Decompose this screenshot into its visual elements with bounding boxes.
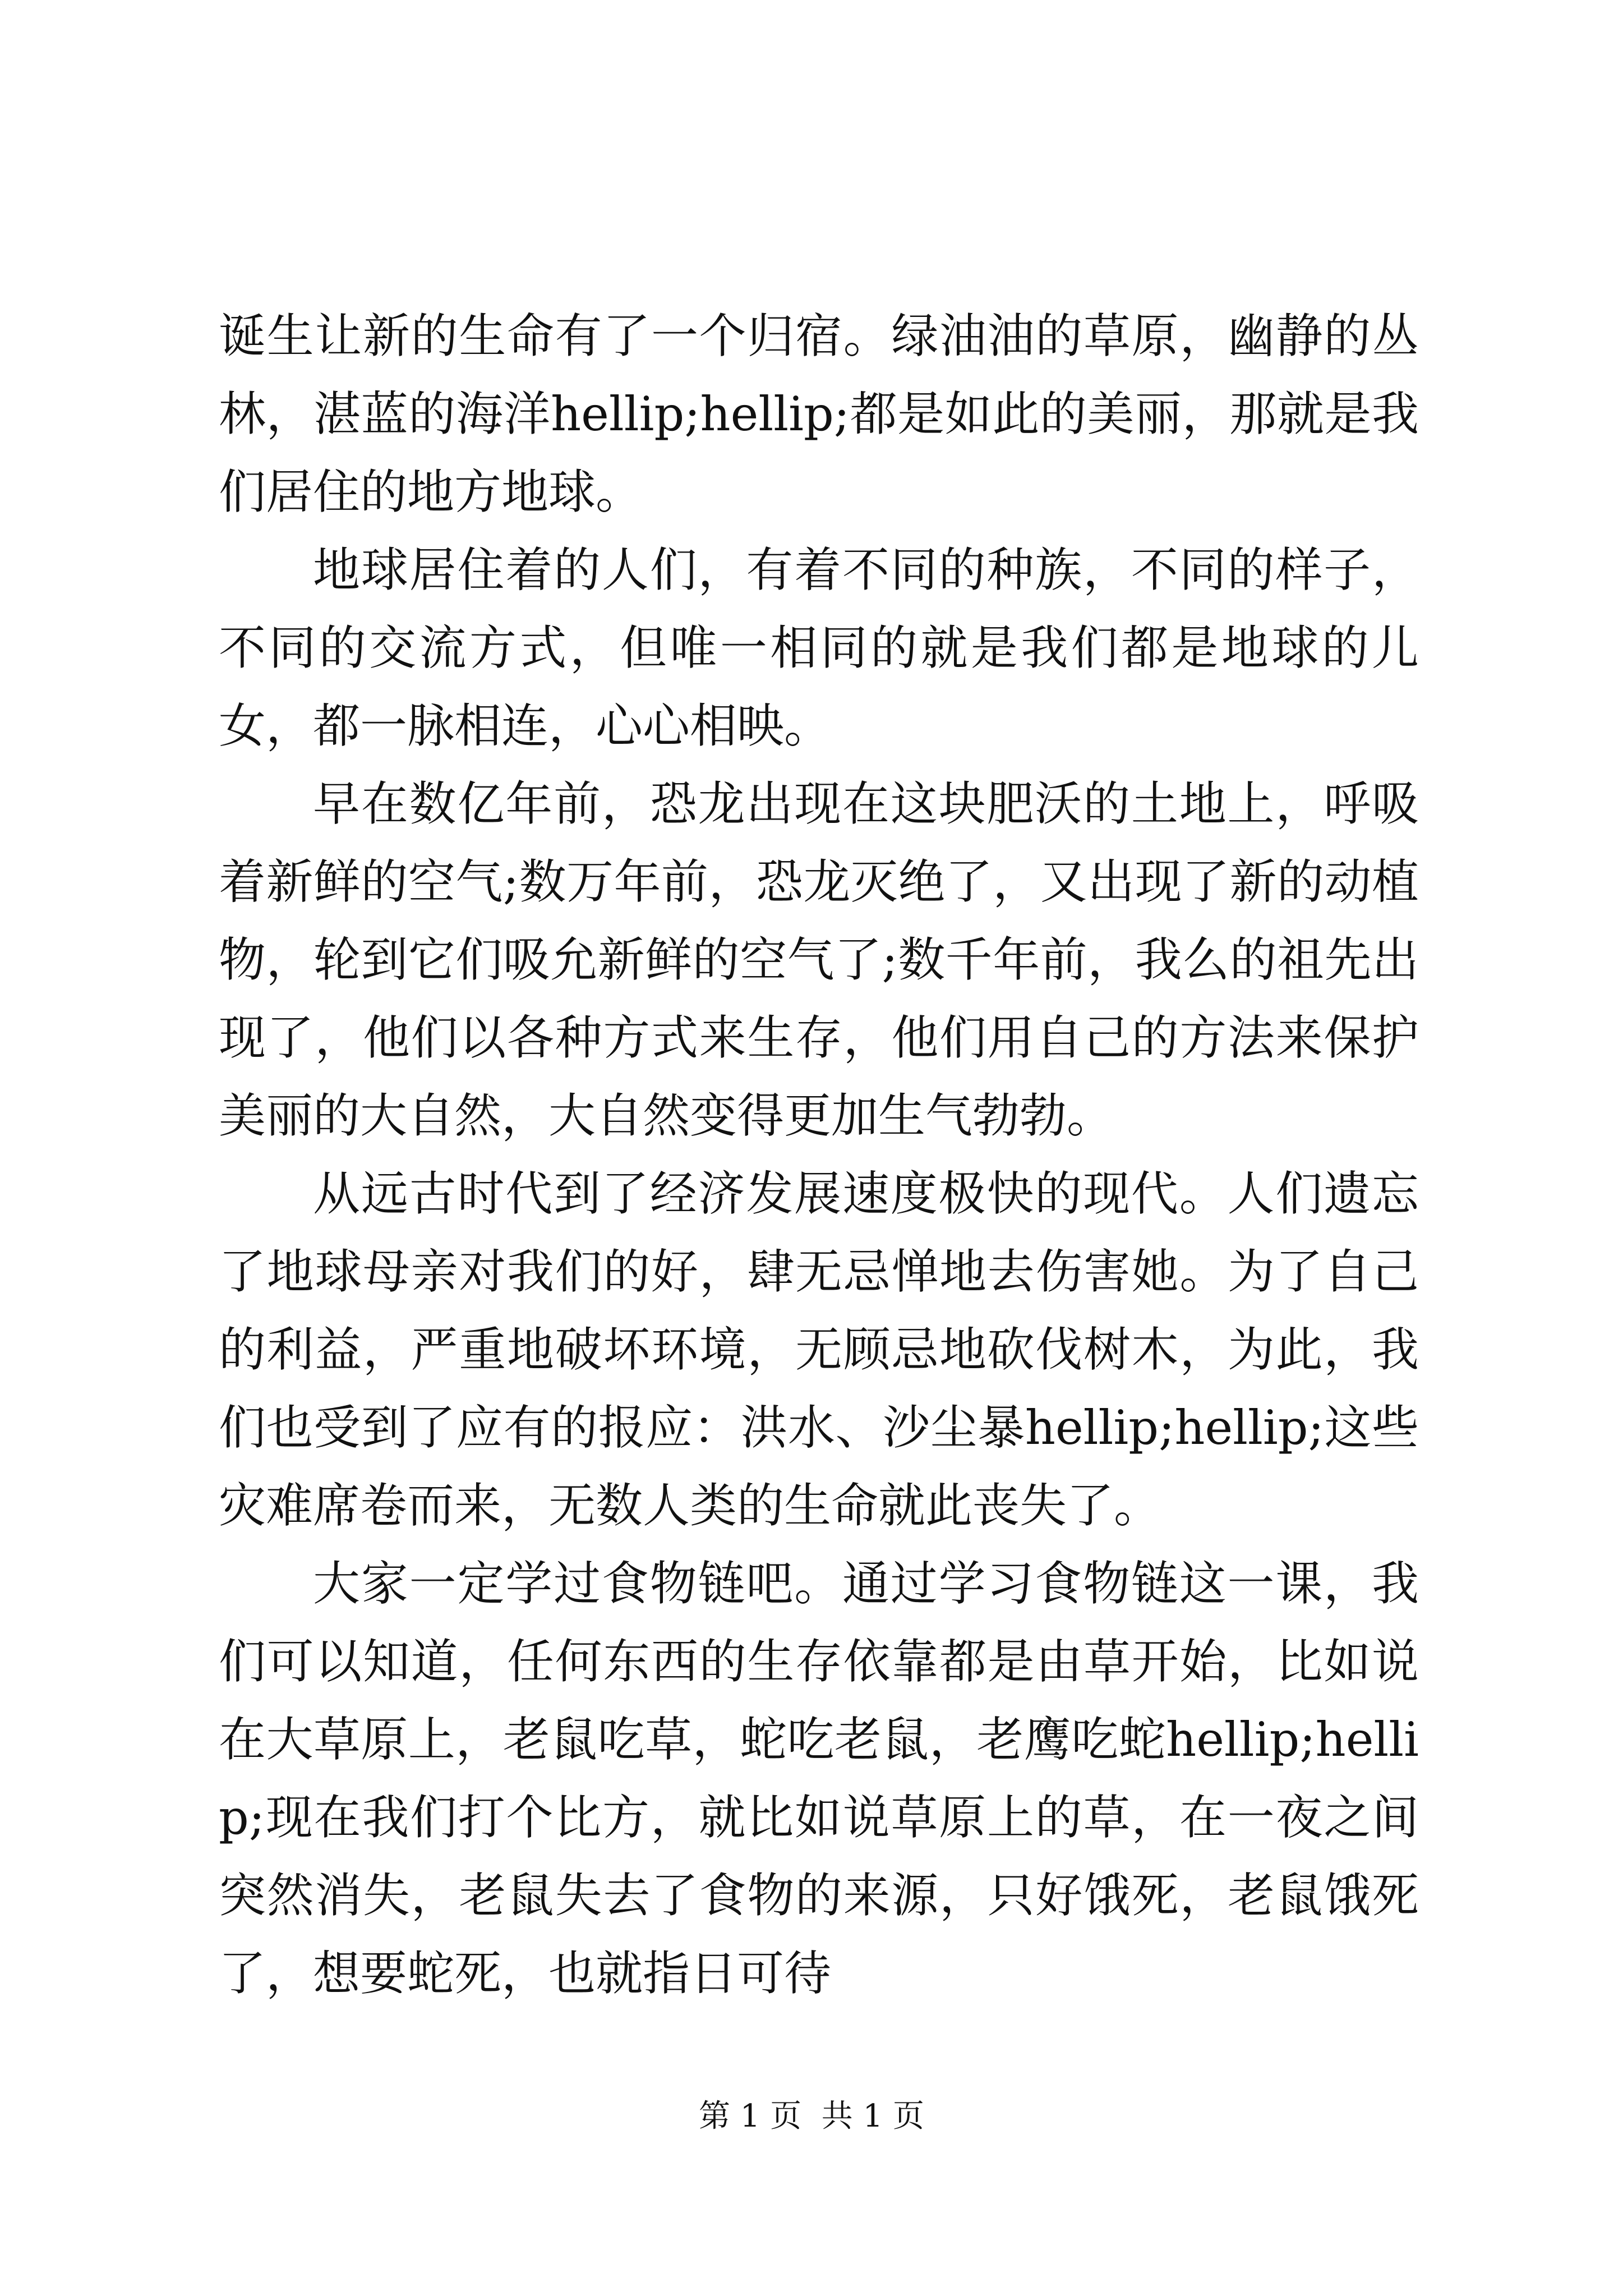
- paragraph-continuation: 诞生让新的生命有了一个归宿。绿油油的草原，幽静的丛林，湛蓝的海洋hellip;hellip;都是如此的美丽，那就是我们居住的地方地球。: [219, 309, 1419, 519]
- document-body: [219, 297, 1419, 2013]
- paragraph: 从远古时代到了经济发展速度极快的现代。人们遗忘了地球母亲对我们的好，肆无忌惮地去伤害她。为了自己的利益，严重地破坏环境，无顾忌地砍伐树木，为此，我们也受到了应有的报应：洪水、沙尘暴hellip;hellip;这些灾难席卷而来，无数人类的生命就此丧失了。: [219, 1166, 1419, 1533]
- page-footer: 第 1 页 共 1 页: [698, 2098, 925, 2134]
- paragraph: 早在数亿年前，恐龙出现在这块肥沃的土地上，呼吸着新鲜的空气;数万年前，恐龙灭绝了，又出现了新的动植物，轮到它们吸允新鲜的空气了;数千年前，我么的祖先出现了，他们以各种方式来生存，他们用自己的方法来保护美丽的大自然，大自然变得更加生气勃勃。: [219, 776, 1419, 1143]
- paragraph: 大家一定学过食物链吧。通过学习食物链这一课，我们可以知道，任何东西的生存依靠都是由草开始，比如说在大草原上，老鼠吃草，蛇吃老鼠，老鹰吃蛇hellip;hellip;现在我们打个比方，就比如说草原上的草，在一夜之间突然消失，老鼠失去了食物的来源，只好饿死，老鼠饿死了，想要蛇死，也就指日可待: [219, 1556, 1419, 2001]
- paragraph: 地球居住着的人们，有着不同的种族，不同的样子，不同的交流方式，但唯一相同的就是我们都是地球的儿女，都一脉相连，心心相映。: [219, 542, 1419, 753]
